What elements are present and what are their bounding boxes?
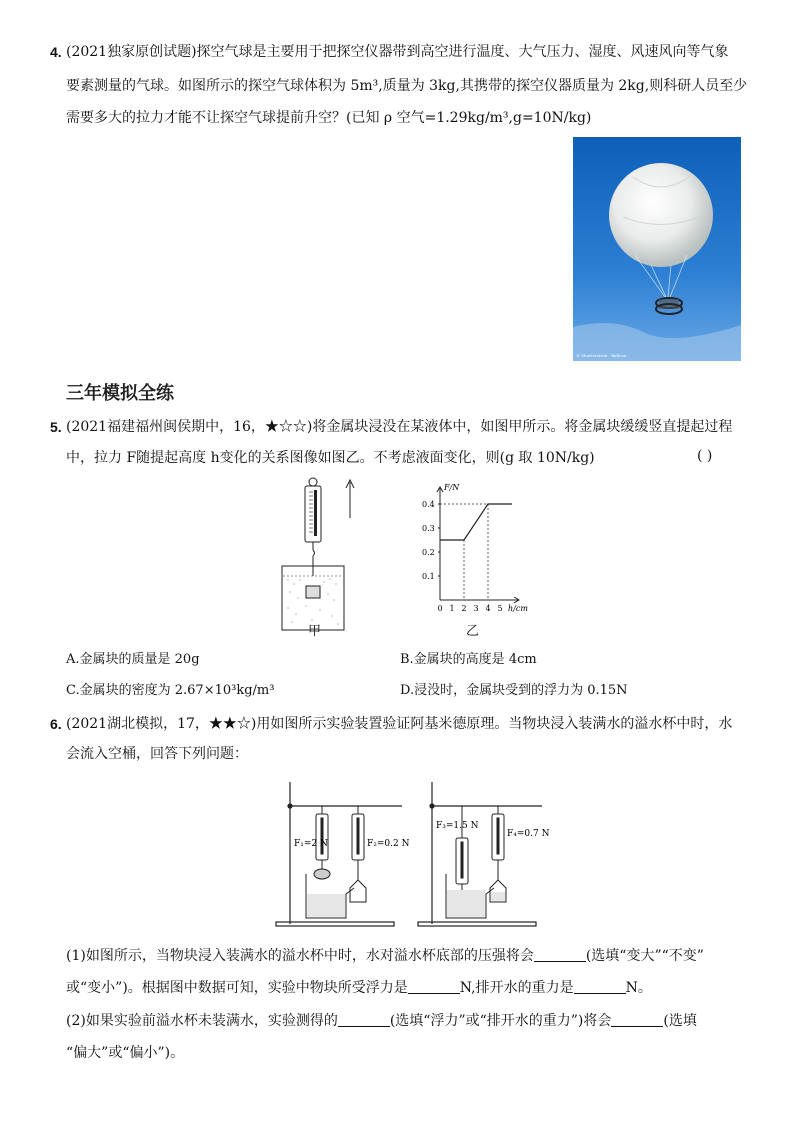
question-6-line-1: (2021湖北模拟，17，★★☆)用如图所示实验装置验证阿基米德原理。当物块浸入装满水的溢水杯中时，水 [66, 716, 733, 732]
archimedes-apparatus-figure [272, 776, 556, 930]
subquestion-1-text-d: N,排开水的重力是 [459, 980, 574, 996]
subquestion-1-text-b: (选填“变大”“不变” [585, 948, 704, 964]
option-a: A.金属块的质量是 20g [66, 652, 200, 667]
question-4-number: 4. [50, 44, 62, 60]
label-f1: F₁=2 N [294, 839, 328, 849]
section-title: 三年模拟全练 [66, 383, 174, 404]
y-tick-label: 0.1 [422, 572, 435, 581]
subquestion-2-line-1 [66, 1011, 697, 1031]
answer-blank-pressure[interactable] [534, 947, 586, 962]
answer-blank-quantity[interactable] [338, 1012, 390, 1027]
balloon-photo [573, 137, 741, 361]
figure-yi-chart [418, 476, 548, 616]
figure-jia [276, 476, 376, 636]
y-tick-label: 0.4 [422, 500, 435, 509]
x-tick-label: 5 [497, 604, 503, 613]
question-4-line-1: (2021独家原创试题)探空气球是主要用于把探空仪器带到高空进行温度、大气压力、湿度、风速风向等气象 [66, 44, 729, 60]
answer-blank-buoyancy[interactable] [408, 979, 460, 994]
subquestion-1-text-a: (1)如图所示，当物块浸入装满水的溢水杯中时，水对溢水杯底部的压强将会 [66, 948, 534, 964]
option-d: D.浸没时，金属块受到的浮力为 0.15N [400, 683, 628, 698]
answer-blank-bias[interactable] [611, 1012, 663, 1027]
option-c: C.金属块的密度为 2.67×10³kg/m³ [66, 683, 275, 698]
subquestion-1-line-2 [66, 978, 652, 998]
y-tick-label: 0.3 [422, 524, 435, 533]
y-axis-label: F/N [444, 483, 460, 492]
x-axis-label: h/cm [508, 604, 528, 613]
label-f3: F₃=1.5 N [436, 821, 479, 831]
subquestion-1-text-e: N。 [625, 980, 652, 996]
question-6-line-2: 会流入空桶，回答下列问题： [66, 746, 248, 762]
y-tick-label: 0.2 [422, 548, 435, 557]
x-tick-label: 4 [485, 604, 491, 613]
figure-yi-label: 乙 [466, 624, 480, 639]
figure-jia-label: 甲 [308, 624, 322, 639]
x-tick-label: 1 [449, 604, 455, 613]
label-f2: F₂=0.2 N [367, 839, 410, 849]
question-4-line-2: 要素测量的气球。如图所示的探空气球体积为 5m³,质量为 3kg,其携带的探空仪器质量为 2kg,则科研人员至少 [66, 78, 748, 94]
answer-blank-displaced-weight[interactable] [574, 979, 626, 994]
subquestion-1-line-1 [66, 946, 704, 966]
photo-credit: © Shutterstock · Balloon [576, 353, 627, 358]
question-6-number: 6. [50, 716, 62, 732]
question-5-line-2: 中，拉力 F随提起高度 h变化的关系图像如图乙。不考虑液面变化，则(g 取 10N/kg) [66, 450, 595, 466]
subquestion-2-text-c: (选填 [663, 1013, 697, 1029]
question-4-line-3: 需要多大的拉力才能不让探空气球提前升空？(已知 ρ 空气=1.29kg/m³,g=10N/kg) [66, 110, 592, 126]
x-tick-label: 3 [473, 604, 479, 613]
option-b: B.金属块的高度是 4cm [400, 652, 537, 667]
answer-parentheses: ( ) [697, 448, 713, 464]
label-f4: F₄=0.7 N [507, 829, 550, 839]
series-line [440, 504, 512, 540]
question-5-line-1: (2021福建福州闽侯期中，16，★☆☆)将金属块浸没在某液体中，如图甲所示。将金属块缓缓竖直提起过程 [66, 419, 733, 435]
x-tick-label: 0 [437, 604, 443, 613]
subquestion-2-text-b: (选填“浮力”或“排开水的重力”)将会 [389, 1013, 612, 1029]
subquestion-1-text-c: 或“变小”)。根据图中数据可知，实验中物块所受浮力是 [66, 980, 408, 996]
x-tick-label: 2 [461, 604, 467, 613]
subquestion-2-line-2: “偏大”或“偏小”)。 [66, 1045, 185, 1061]
question-5-number: 5. [50, 419, 62, 435]
subquestion-2-text-a: (2)如果实验前溢水杯未装满水，实验测得的 [66, 1013, 338, 1029]
